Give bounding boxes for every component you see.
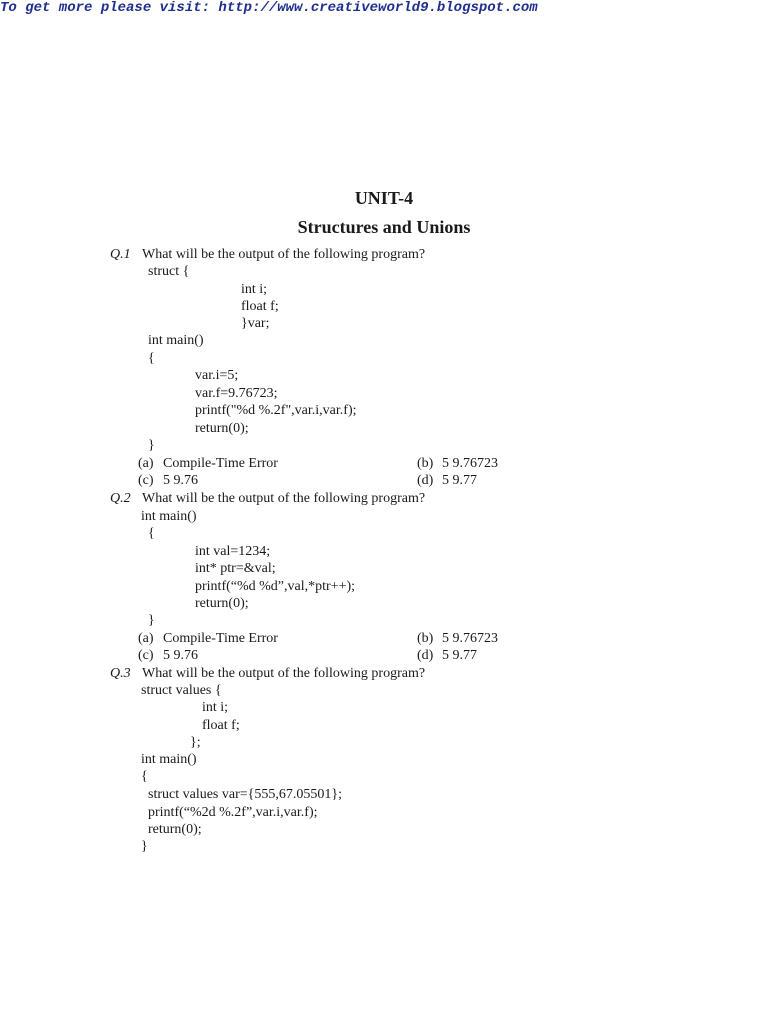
option-label: (c) bbox=[138, 648, 154, 663]
option-d bbox=[417, 647, 477, 664]
option-text: Compile-Time Error bbox=[163, 631, 278, 646]
code-line: } bbox=[148, 438, 155, 453]
question-text: What will be the output of the following program? bbox=[142, 666, 426, 681]
code-line: printf(“%d %d”,val,*ptr++); bbox=[195, 579, 356, 594]
option-b bbox=[417, 630, 498, 647]
option-text: 5 9.77 bbox=[442, 473, 477, 488]
option-a bbox=[138, 455, 278, 472]
code-line: { bbox=[148, 351, 155, 366]
code-line: var.i=5; bbox=[195, 368, 239, 383]
site-banner: To get more please visit: http://www.creativeworld9.blogspot.com bbox=[0, 0, 538, 16]
question-number: Q.1 bbox=[110, 247, 131, 262]
code-line: { bbox=[141, 769, 148, 784]
code-line: int i; bbox=[241, 282, 268, 297]
option-label: (b) bbox=[417, 456, 434, 471]
code-line: int val=1234; bbox=[195, 544, 271, 559]
code-line: return(0); bbox=[195, 596, 249, 611]
option-text: 5 9.76723 bbox=[442, 456, 498, 471]
option-label: (a) bbox=[138, 456, 154, 471]
option-text: 5 9.77 bbox=[442, 648, 477, 663]
option-text: 5 9.76 bbox=[163, 648, 198, 663]
code-line: printf(“%2d %.2f”,var.i,var.f); bbox=[148, 805, 318, 820]
option-label: (d) bbox=[417, 648, 434, 663]
unit-heading: UNIT-4 bbox=[354, 188, 414, 208]
code-line: } bbox=[141, 839, 148, 854]
option-text: Compile-Time Error bbox=[163, 456, 278, 471]
question-number: Q.3 bbox=[110, 666, 131, 681]
code-line: int main() bbox=[141, 509, 197, 524]
code-line: }; bbox=[190, 735, 201, 750]
code-line: { bbox=[148, 526, 155, 541]
option-text: 5 9.76723 bbox=[442, 631, 498, 646]
option-b bbox=[417, 455, 498, 472]
code-line: struct values var={555,67.05501}; bbox=[148, 787, 342, 802]
option-text: 5 9.76 bbox=[163, 473, 198, 488]
code-line: }var; bbox=[241, 316, 270, 331]
code-line: float f; bbox=[241, 299, 279, 314]
code-line: var.f=9.76723; bbox=[195, 386, 278, 401]
option-label: (c) bbox=[138, 473, 154, 488]
code-line: float f; bbox=[202, 718, 240, 733]
code-line: int main() bbox=[148, 333, 204, 348]
question-text: What will be the output of the following program? bbox=[142, 247, 426, 262]
code-line: int i; bbox=[202, 700, 229, 715]
option-label: (a) bbox=[138, 631, 154, 646]
code-line: int main() bbox=[141, 752, 197, 767]
code-line: return(0); bbox=[195, 421, 249, 436]
option-c bbox=[138, 647, 198, 664]
code-line: int* ptr=&val; bbox=[195, 561, 276, 576]
option-d bbox=[417, 472, 477, 489]
question-text: What will be the output of the following program? bbox=[142, 491, 426, 506]
chapter-title: Structures and Unions bbox=[297, 217, 471, 237]
option-label: (d) bbox=[417, 473, 434, 488]
code-line: return(0); bbox=[148, 822, 202, 837]
code-line: struct values { bbox=[141, 683, 222, 698]
option-c bbox=[138, 472, 198, 489]
question-number: Q.2 bbox=[110, 491, 131, 506]
code-line: printf("%d %.2f",var.i,var.f); bbox=[195, 403, 357, 418]
code-line: struct { bbox=[148, 264, 190, 279]
option-a bbox=[138, 630, 278, 647]
code-line: } bbox=[148, 613, 155, 628]
option-label: (b) bbox=[417, 631, 434, 646]
